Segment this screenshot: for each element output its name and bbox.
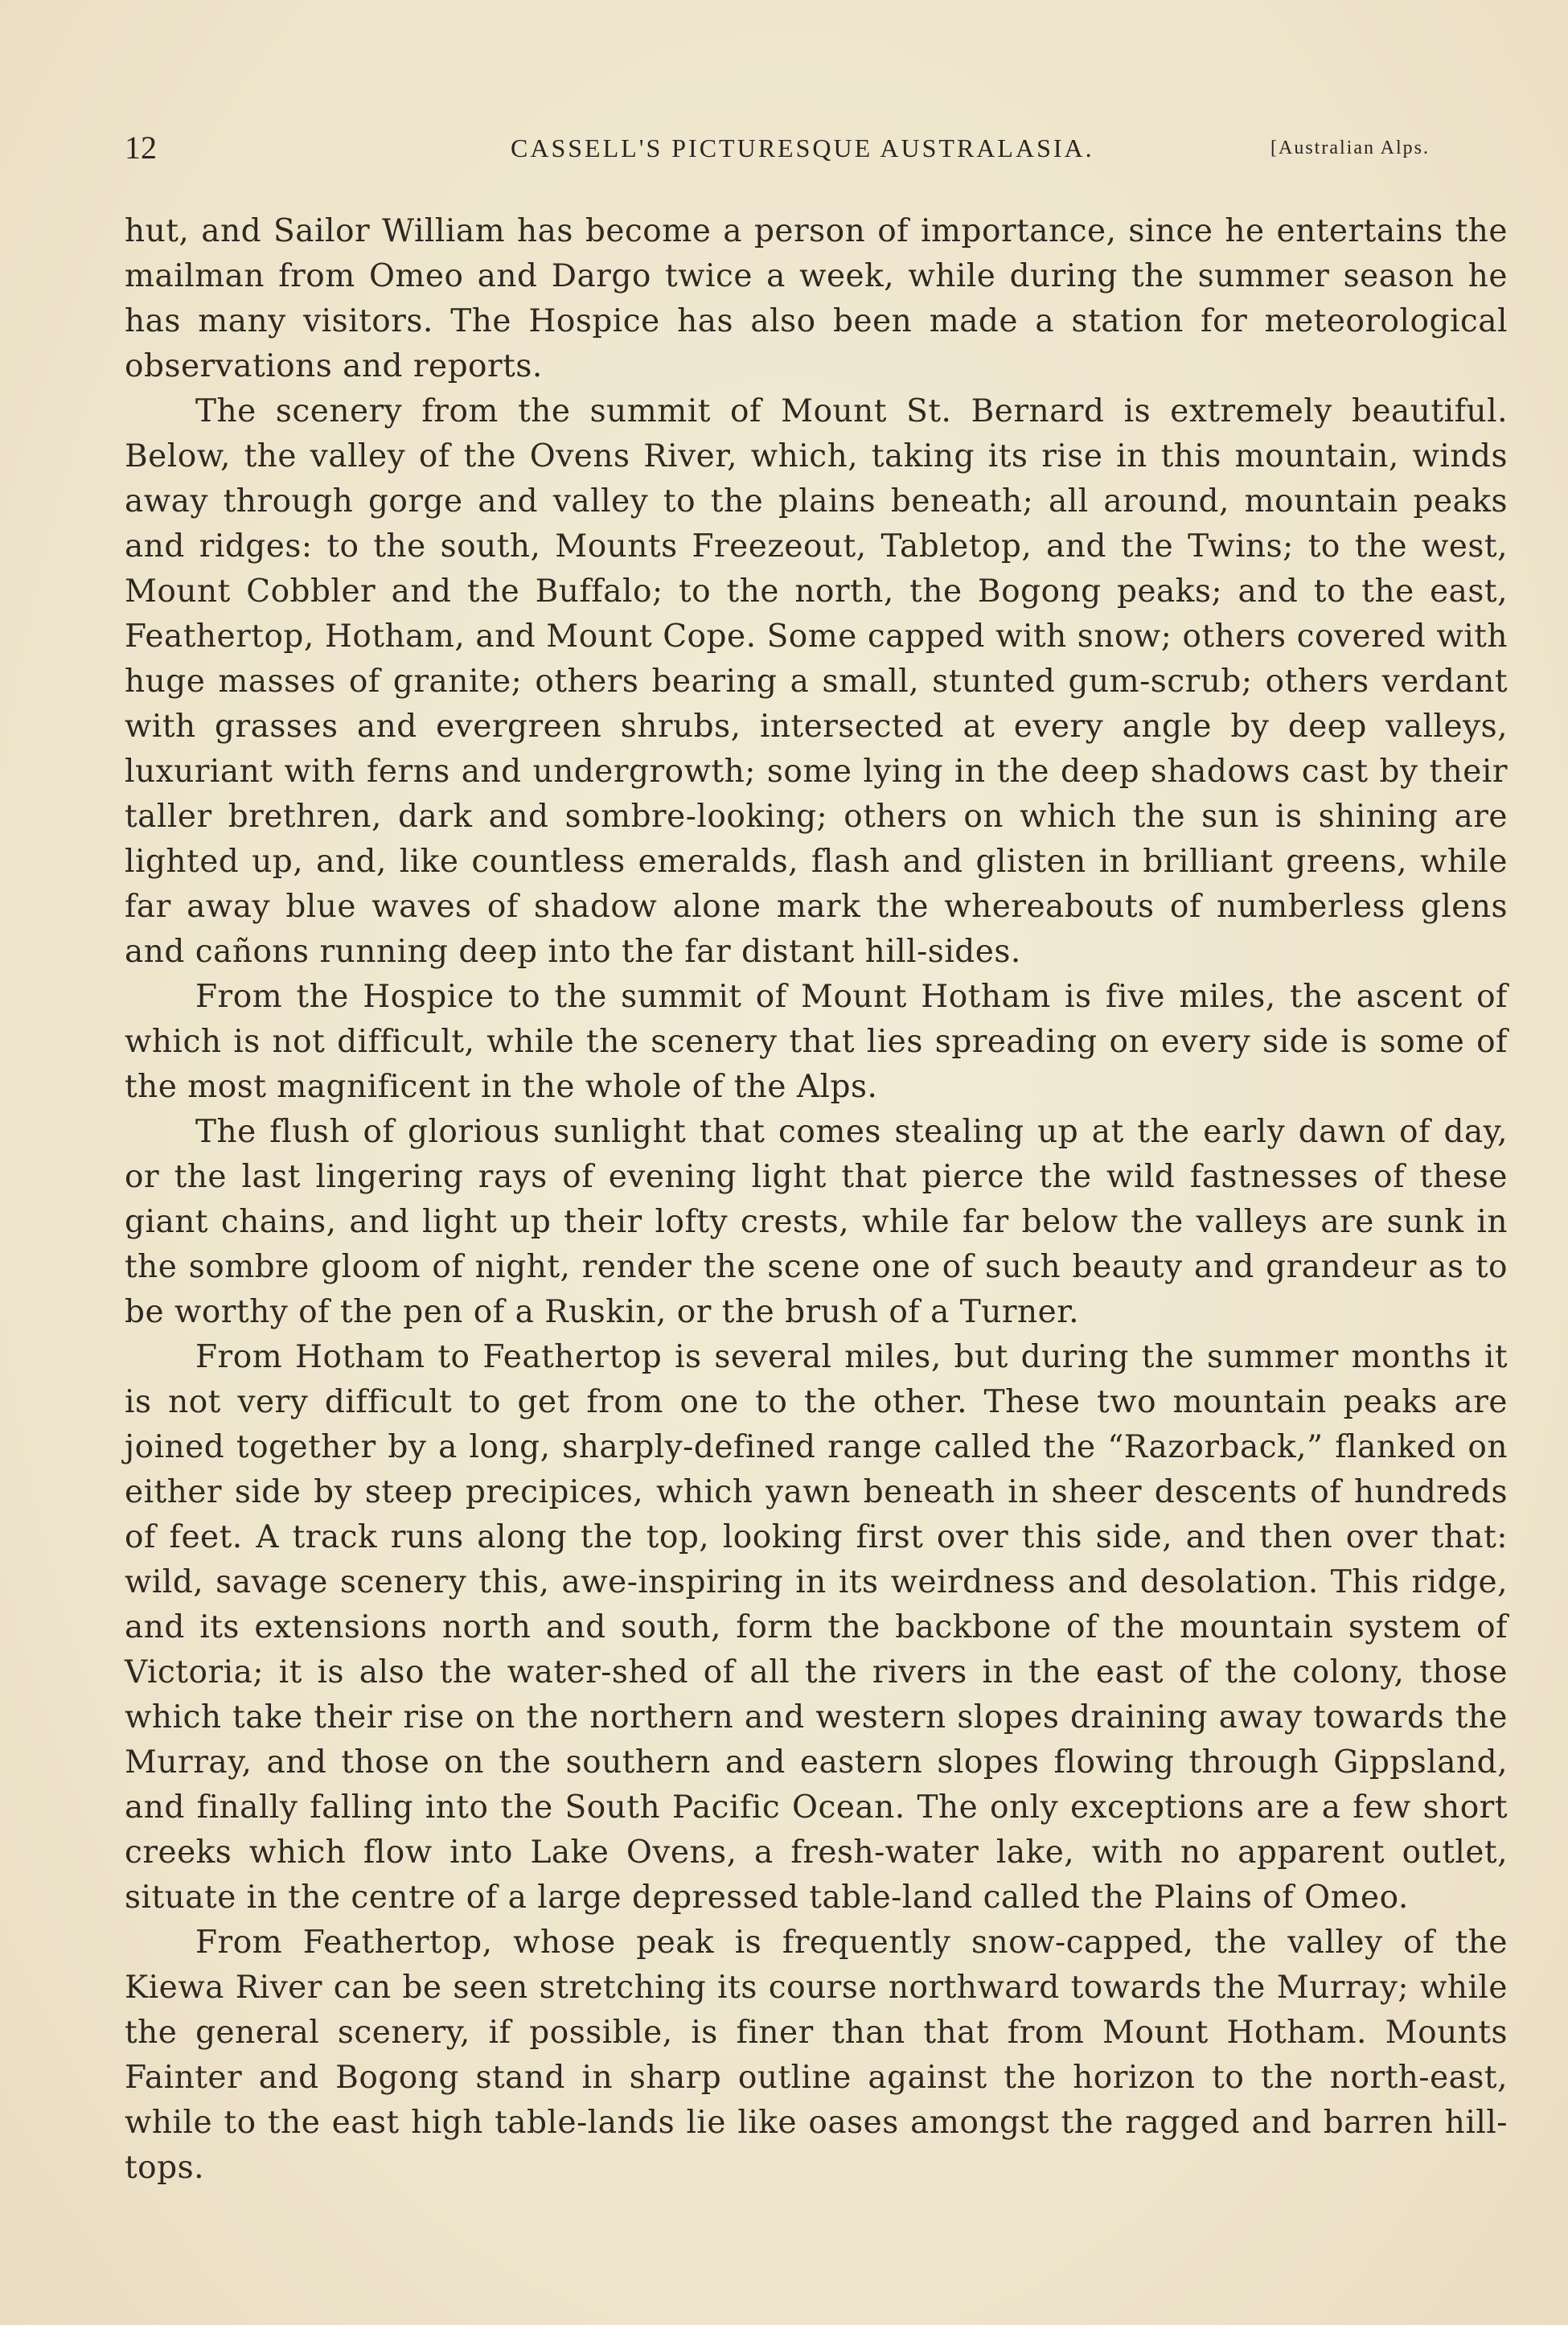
- paragraph-4: The flush of glorious sunlight that comes stealing up at the early dawn of day, or the last lingering rays of evening light that pierce the wild fastnesses of these giant chains, and light up their lofty crests, while far below the valleys are sunk in the sombre gloom of night, render the scene one of such beauty and grandeur as to be worthy of the pen of a Ruskin, or the brush of a Turner.: [125, 1114, 1508, 1330]
- paragraph-6: From Feathertop, whose peak is frequently snow-capped, the valley of the Kiewa River can be seen stretching its course northward towards the Murray; while the general scenery, if possible, is finer than that from Mount Hotham. Mounts Fainter and Bogong stand in sharp outline against the horizon to the north-east, while to the east high table-lands lie like oases amongst the ragged and barren hill-tops.: [125, 1924, 1508, 2186]
- paragraph-3: From the Hospice to the summit of Mount Hotham is five miles, the ascent of which is not difficult, while the scenery that lies spreading on every side is some of the most magnificent in the whole of the Alps.: [125, 979, 1508, 1105]
- running-title: CASSELL'S PICTURESQUE AUSTRALASIA.: [511, 134, 1094, 162]
- paragraph-1: hut, and Sailor William has become a person of importance, since he entertains the mailman from Omeo and Dargo twice a week, while during the summer season he has many visitors. The Hospice has also been made a station for meteorological observations and reports.: [125, 213, 1508, 384]
- body-text: [125, 209, 1508, 2191]
- paragraph-5: From Hotham to Feathertop is several miles, but during the summer months it is not very difficult to get from one to the other. These two mountain peaks are joined together by a long, sharply-defined range called the “Razorback,” flanked on either side by steep precipices, which yawn beneath in sheer descents of hundreds of feet. A track runs along the top, looking first over this side, and then over that: wild, savage scenery this, awe-inspiring in its weirdness and desolation. This ridge, and its extensions north and south, form the backbone of the mountain system of Victoria; it is also the water-shed of all the rivers in the east of the colony, those which take their rise on the northern and western slopes draining away towards the Murray, and those on the southern and eastern slopes flowing through Gippsland, and finally falling into the South Pacific Ocean. The only exceptions are a few short creeks which flow into Lake Ovens, a fresh-water lake, with no apparent outlet, situate in the centre of a large depressed table-land called the Plains of Omeo.: [125, 1339, 1508, 1916]
- section-title: [Australian Alps.: [1270, 138, 1430, 158]
- page-number: 12: [125, 129, 157, 166]
- page-header: [125, 130, 1484, 166]
- paragraph-2: The scenery from the summit of Mount St. Bernard is extremely beautiful. Below, the valley of the Ovens River, which, taking its rise in this mountain, winds away through gorge and valley to the plains beneath; all around, mountain peaks and ridges: to the south, Mounts Freezeout, Tabletop, and the Twins; to the west, Mount Cobbler and the Buffalo; to the north, the Bogong peaks; and to the east, Feathertop, Hotham, and Mount Cope. Some capped with snow; others covered with huge masses of granite; others bearing a small, stunted gum-scrub; others verdant with grasses and evergreen shrubs, intersected at every angle by deep valleys, luxuriant with ferns and undergrowth; some lying in the deep shadows cast by their taller brethren, dark and sombre-looking; others on which the sun is shining are lighted up, and, like countless emeralds, flash and glisten in brilliant greens, while far away blue waves of shadow alone mark the whereabouts of numberless glens and cañons running deep into the far distant hill-sides.: [125, 393, 1508, 970]
